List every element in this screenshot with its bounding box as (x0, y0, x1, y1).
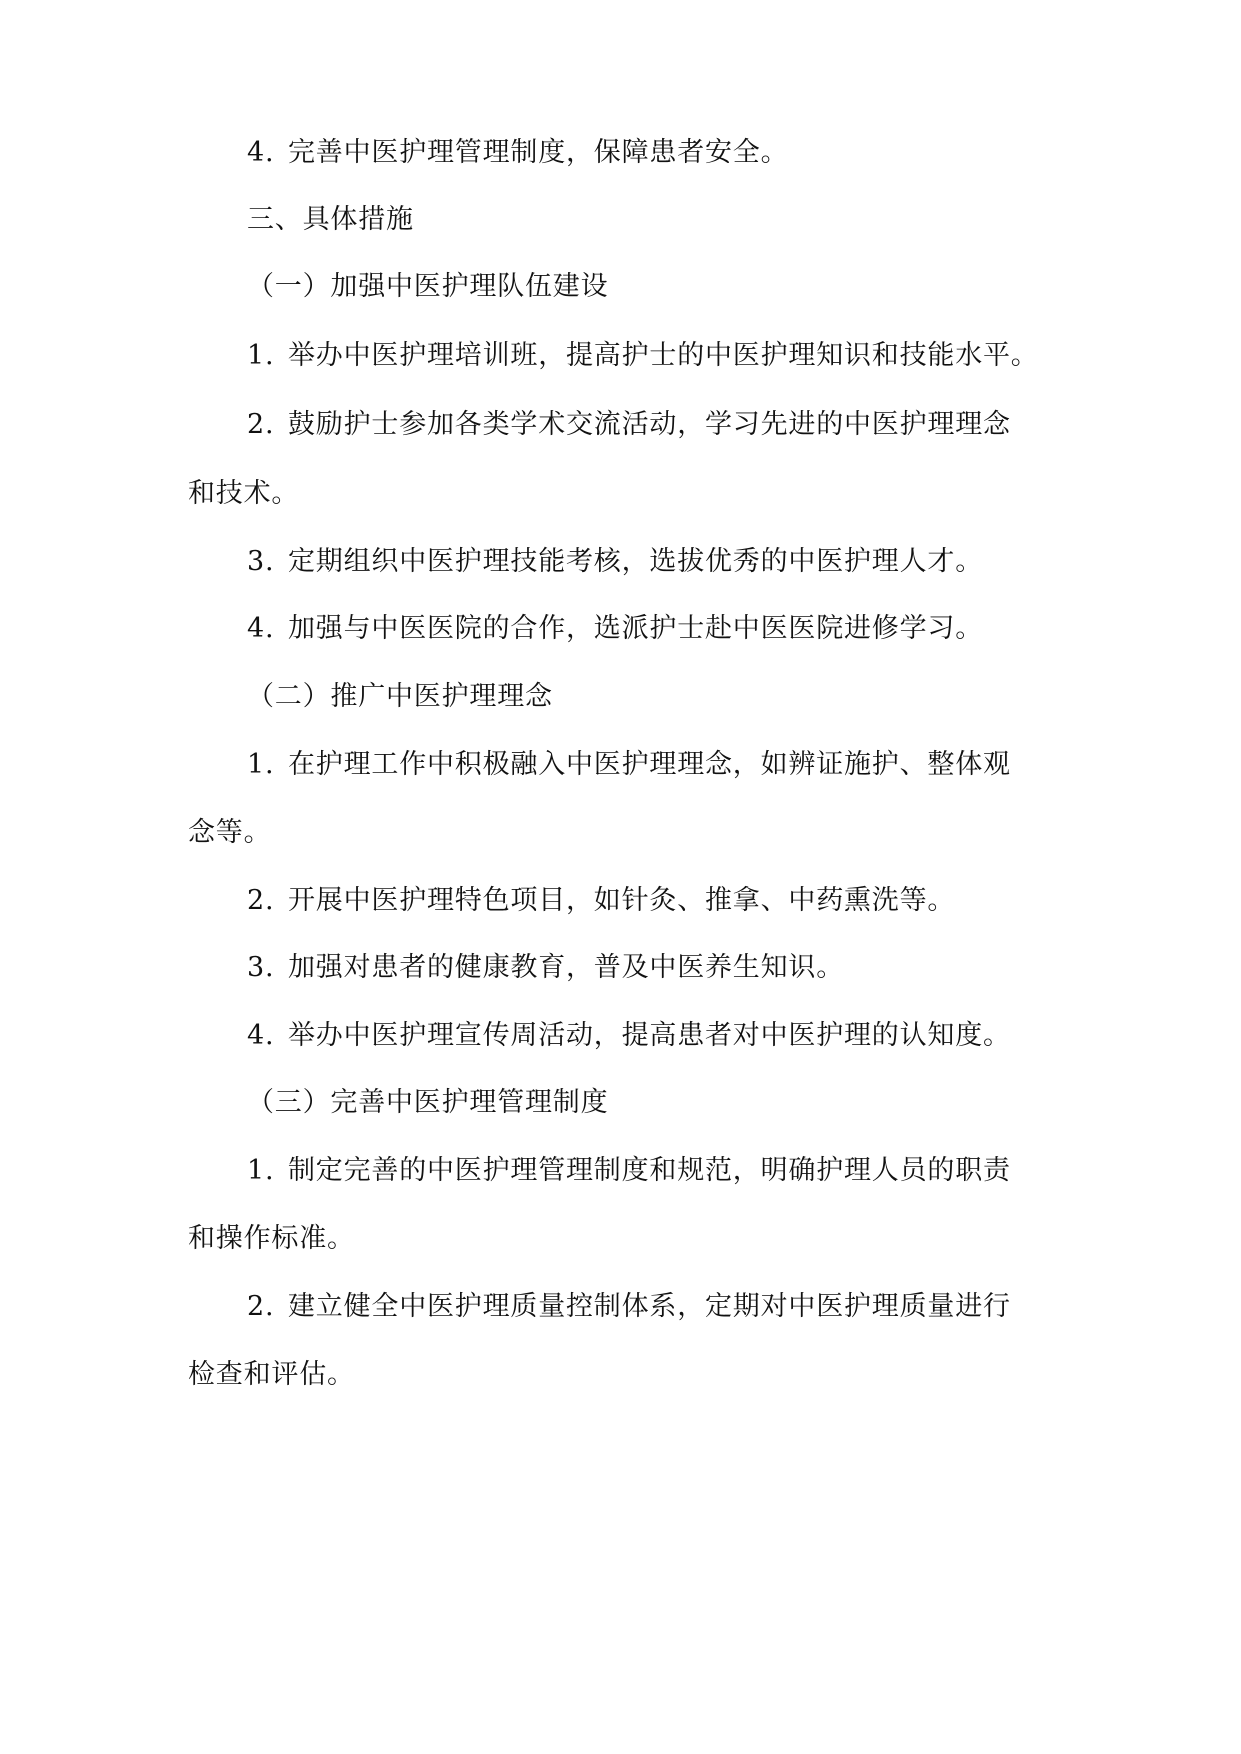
list-text: 举办中医护理培训班，提高护士的中医护理知识和技能水平。 (288, 340, 1039, 371)
list-number: 4. (247, 613, 275, 644)
list-text: 加强对患者的健康教育，普及中医养生知识。 (288, 952, 844, 983)
subsection-heading (247, 677, 553, 717)
subsection-heading-text: （二）推广中医护理理念 (247, 681, 553, 712)
list-number: 3. (247, 952, 275, 983)
list-text: 念等。 (188, 817, 272, 848)
list-number: 2. (247, 1291, 275, 1322)
subsection-heading (247, 1083, 608, 1123)
list-number: 1. (247, 1155, 275, 1186)
list-number: 1. (247, 340, 275, 371)
list-item (247, 745, 1011, 785)
list-item-continuation (188, 1219, 355, 1259)
list-text: 和技术。 (188, 478, 300, 509)
list-item (247, 1287, 1011, 1327)
list-text: 鼓励护士参加各类学术交流活动，学习先进的中医护理理念 (288, 409, 1011, 440)
list-item (247, 609, 983, 649)
subsection-heading-text: （一）加强中医护理队伍建设 (247, 271, 609, 302)
list-text: 完善中医护理管理制度，保障患者安全。 (288, 137, 789, 168)
list-item (247, 881, 955, 921)
list-item (247, 1151, 1011, 1191)
list-number: 4. (247, 137, 275, 168)
list-item (247, 542, 983, 582)
list-item-continuation (188, 813, 271, 853)
list-text: 加强与中医医院的合作，选派护士赴中医医院进修学习。 (288, 613, 983, 644)
subsection-heading-text: （三）完善中医护理管理制度 (247, 1087, 609, 1118)
section-heading-text: 三、具体措施 (247, 204, 414, 235)
list-item-continuation (188, 1355, 355, 1395)
list-text: 检查和评估。 (188, 1359, 355, 1390)
list-item (247, 405, 1011, 445)
list-text: 在护理工作中积极融入中医护理理念，如辨证施护、整体观 (288, 749, 1011, 780)
section-heading (247, 200, 414, 240)
list-item (247, 1016, 1011, 1056)
list-item-continuation (188, 474, 299, 514)
list-text: 开展中医护理特色项目，如针灸、推拿、中药熏洗等。 (288, 885, 956, 916)
list-text: 定期组织中医护理技能考核，选拔优秀的中医护理人才。 (288, 546, 983, 577)
list-item (247, 133, 788, 173)
list-number: 2. (247, 885, 275, 916)
list-text: 建立健全中医护理质量控制体系，定期对中医护理质量进行 (288, 1291, 1011, 1322)
list-item (247, 948, 844, 988)
list-number: 2. (247, 409, 275, 440)
list-item (247, 336, 1039, 376)
list-text: 和操作标准。 (188, 1223, 355, 1254)
list-number: 1. (247, 749, 275, 780)
subsection-heading (247, 267, 608, 307)
list-number: 4. (247, 1020, 275, 1051)
list-text: 制定完善的中医护理管理制度和规范，明确护理人员的职责 (288, 1155, 1011, 1186)
list-number: 3. (247, 546, 275, 577)
list-text: 举办中医护理宣传周活动，提高患者对中医护理的认知度。 (288, 1020, 1011, 1051)
